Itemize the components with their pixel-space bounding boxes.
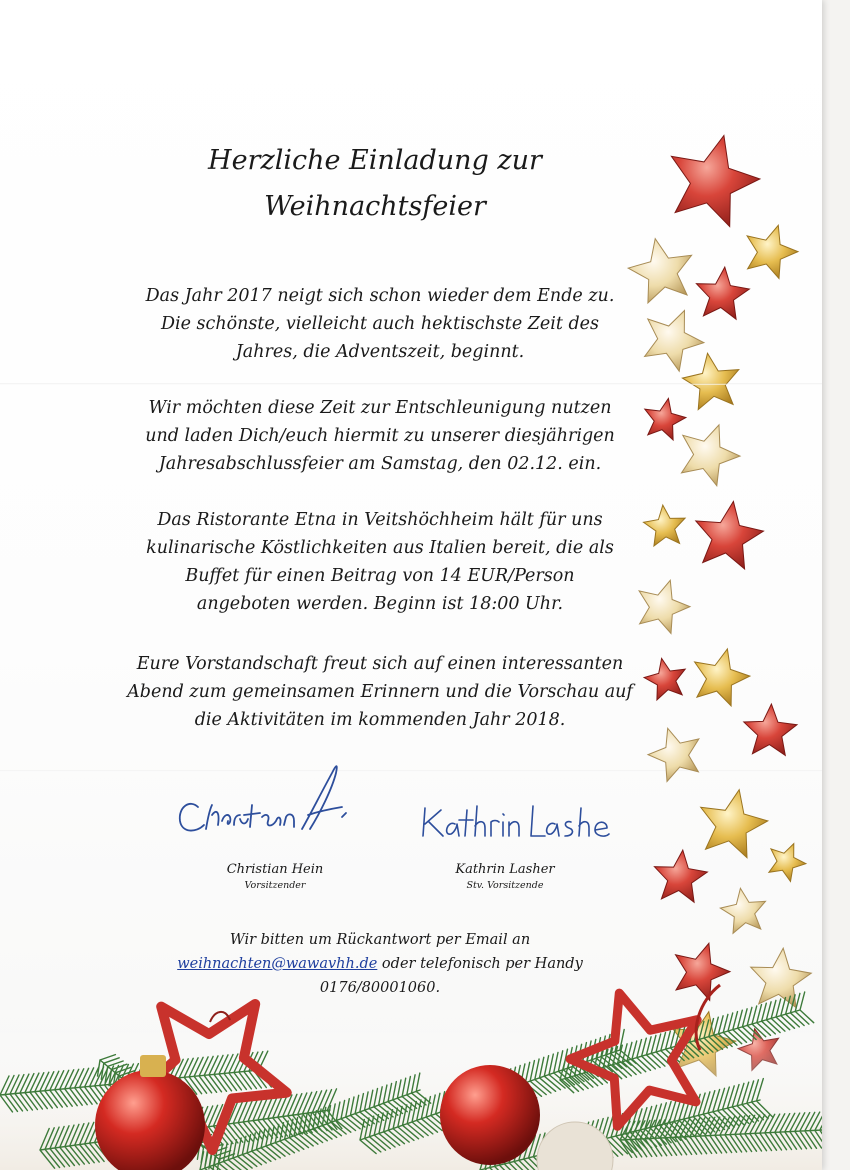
text-line: Jahres, die Adventszeit, beginnt. [235,342,525,362]
phone-number: 0176/80001060. [319,980,441,996]
text-line: und laden Dich/euch hiermit zu unserer diesjährigen [145,426,615,446]
star-icon [701,790,768,858]
text-line: angeboten werden. Beginn ist 18:00 Uhr. [196,594,564,614]
text-line: kulinarische Köstlichkeiten aus Italien bereit, die als [146,538,614,558]
star-icon [648,728,699,781]
reply-line-1: Wir bitten um Rückantwort per Email an [229,932,531,948]
text-line: Das Ristorante Etna in Veitshöchheim hält für uns [157,510,603,530]
text-line: Die schönste, vielleicht auch hektischste Zeit des [161,314,599,334]
text-line: Buffet für einen Beitrag von 14 EUR/Person [185,566,575,586]
star-icon [769,844,806,882]
star-icon [639,580,690,633]
title-line-2: Weihnachtsfeier [264,191,486,222]
star-icon [671,136,760,227]
star-icon [645,311,704,372]
signer-name-left: Christian Hein [226,862,324,877]
ornament-ball-icon [440,1065,540,1165]
text-line: Das Jahr 2017 neigt sich schon wieder dem Ende zu. [145,286,615,306]
star-icon [747,225,798,278]
star-icon [695,649,750,706]
star-icon [744,704,797,755]
title-line-1: Herzliche Einladung zur [208,145,542,176]
star-icon [696,501,764,569]
text-line: Wir möchten diese Zeit zur Entschleunigung nutzen [148,398,612,418]
star-icon [644,658,685,700]
star-icon [645,398,686,440]
email-link[interactable]: weihnachten@wawavhh.de [177,956,378,972]
star-icon [676,943,731,1000]
text-line: Eure Vorstandschaft freut sich auf einen interessanten [136,654,624,674]
star-icon [628,239,691,303]
star-icon [682,425,741,486]
star-icon [682,353,738,409]
reply-line-2-rest: oder telefonisch per Handy [377,956,583,972]
text-line: Abend zum gemeinsamen Erinnern und die Vorschau auf [127,682,633,702]
star-icon [654,850,707,902]
signer-name-right: Kathrin Lasher [455,862,555,877]
star-icon [720,888,765,933]
star-icon [644,505,686,546]
signer-role-left: Vorsitzender [244,880,306,891]
ornament-cap-icon [140,1055,166,1077]
star-icon [696,267,749,319]
signer-role-right: Stv. Vorsitzende [466,880,544,891]
text-line: die Aktivitäten im kommenden Jahr 2018. [194,710,566,730]
text-line: Jahresabschlussfeier am Samstag, den 02.12. ein. [158,454,602,474]
